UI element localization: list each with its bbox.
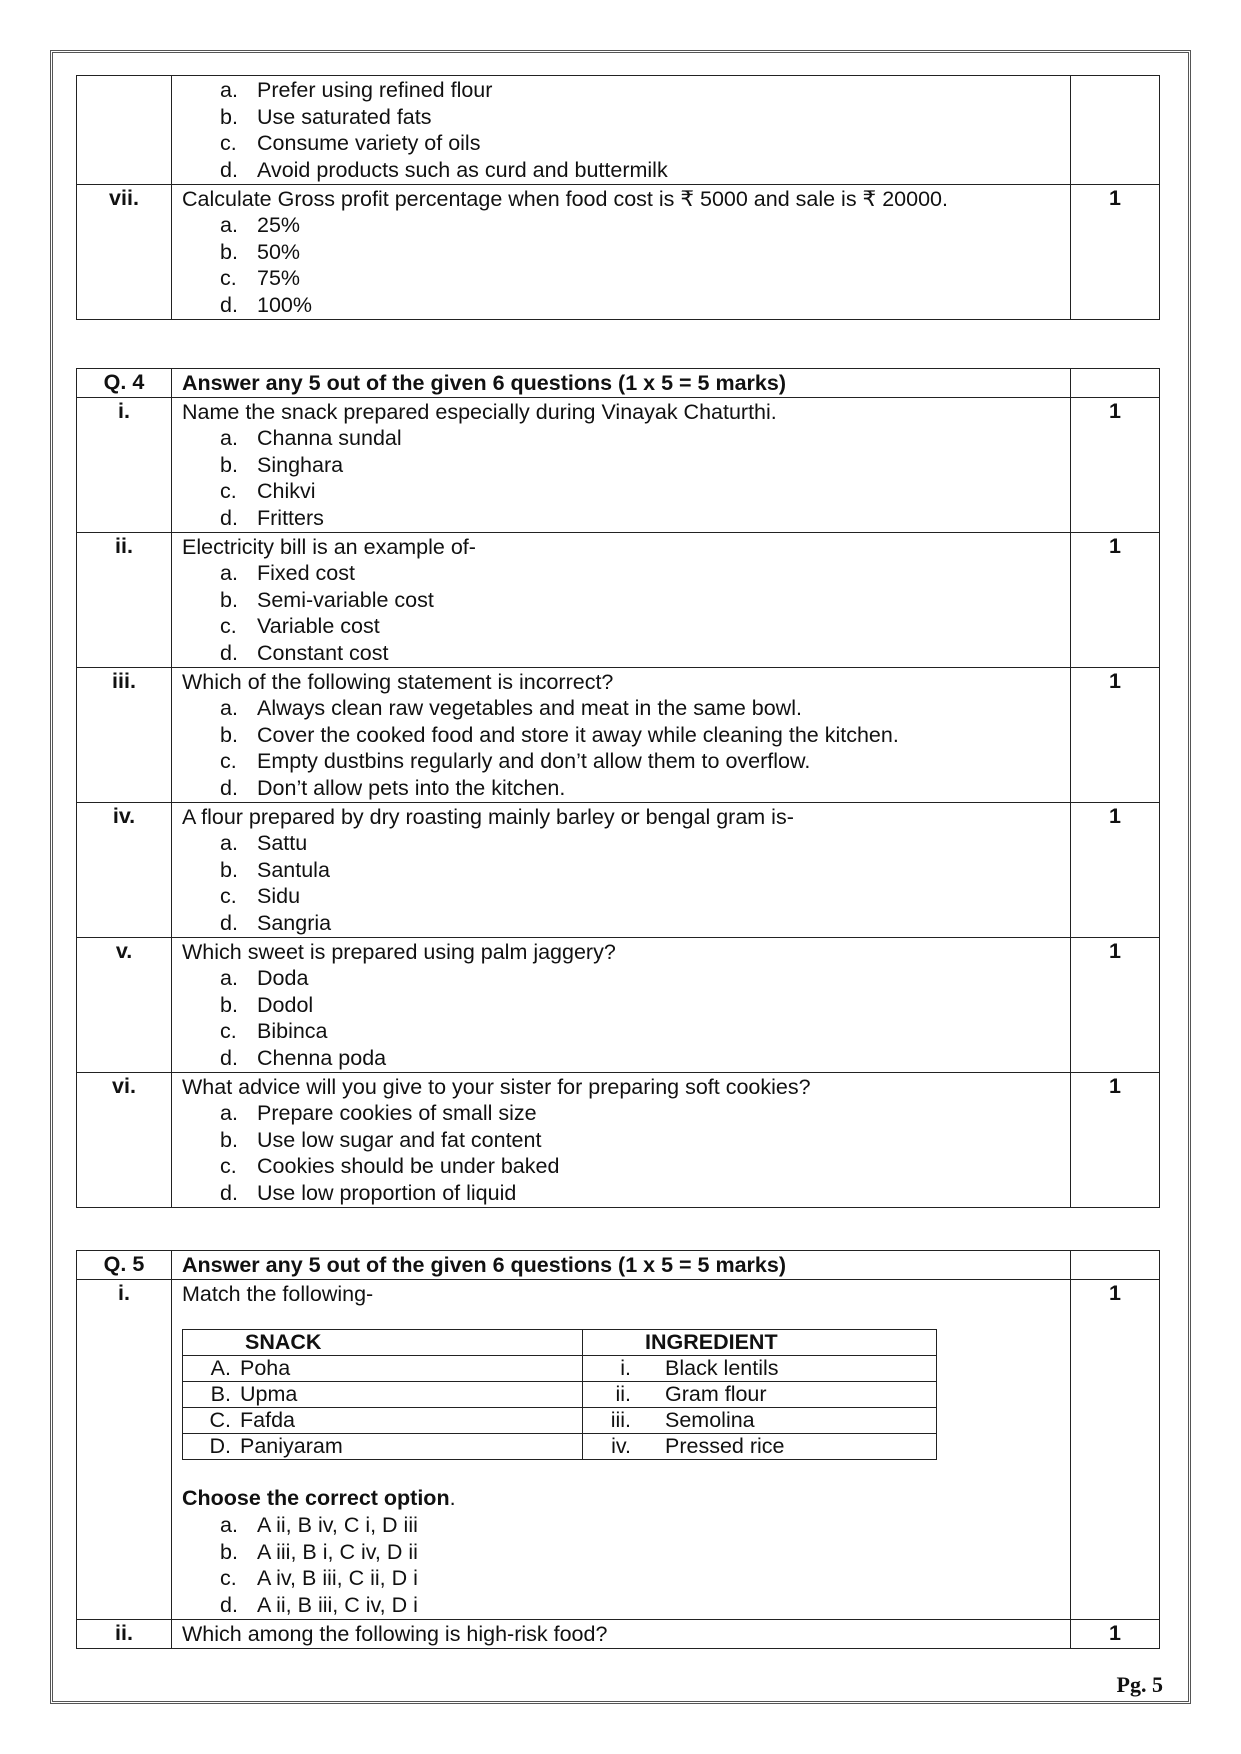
section-header-row [77,1251,1160,1280]
question-number: ii. [77,533,172,668]
choose-instruction: Choose the correct option. [182,1486,456,1510]
option-list [182,1512,1060,1618]
option-b: b. A iii, B i, C iv, D ii [220,1539,418,1564]
match-right-cell: ii. Gram flour [583,1382,937,1408]
option-b: b. Santula [220,857,330,882]
question-table-q3-continued [76,75,1160,320]
option-c: c. A iv, B iii, C ii, D i [220,1566,418,1590]
question-row-i [77,1280,1160,1620]
marks-value: 1 [1071,1280,1160,1620]
section-header-row [77,369,1160,398]
match-right-cell: iv. Pressed rice [583,1434,937,1460]
match-header-ingredient: INGREDIENT [583,1330,937,1356]
option-b: b. Use saturated fats [220,104,432,129]
option-d: d. Constant cost [220,640,389,665]
option-list [182,77,1060,183]
question-body [172,1073,1071,1208]
option-a: a. Prepare cookies of small size [220,1101,537,1125]
option-c: c. Bibinca [220,1019,328,1043]
section-instruction: Answer any 5 out of the given 6 questions (1 x 5 = 5 marks) [172,369,1071,398]
option-b: b. Semi-variable cost [220,587,434,612]
question-body [172,76,1071,185]
marks-value: 1 [1071,185,1160,320]
question-number: i. [77,1280,172,1620]
match-right-cell: iii. Semolina [583,1408,937,1434]
question-row-iii [77,668,1160,803]
match-left-cell: A. Poha [183,1356,583,1382]
option-c: c. Empty dustbins regularly and don’t allow them to overflow. [220,749,811,773]
match-header-row [183,1330,937,1356]
question-number: vii. [77,185,172,320]
match-right-cell: i. Black lentils [583,1356,937,1382]
match-table [182,1329,937,1460]
option-a: a. Fixed cost [220,561,355,585]
option-d: d. Use low proportion of liquid [220,1180,517,1205]
question-text: Electricity bill is an example of- [182,535,476,559]
option-d: d. 100% [220,292,312,317]
match-row [183,1434,937,1460]
option-a: a. 25% [220,213,301,237]
option-a: a. Channa sundal [220,426,402,450]
question-number: vi. [77,1073,172,1208]
option-c: c. Variable cost [220,614,380,638]
question-body [172,1280,1071,1620]
marks-value: 1 [1071,1620,1160,1649]
question-number: iii. [77,668,172,803]
question-text: Calculate Gross profit percentage when food cost is ₹ 5000 and sale is ₹ 20000. [182,187,948,211]
option-d: d. Fritters [220,505,324,530]
match-left-cell: C. Fafda [183,1408,583,1434]
question-row-i [77,398,1160,533]
option-list [182,212,1060,318]
option-d: d. Avoid products such as curd and buttermilk [220,157,668,182]
question-row-iv [77,803,1160,938]
question-body [172,185,1071,320]
match-row [183,1382,937,1408]
option-a: a. Sattu [220,831,308,855]
option-d: d. Chenna poda [220,1045,387,1070]
option-d: d. Sangria [220,910,332,935]
match-left-cell: B. Upma [183,1382,583,1408]
question-row-v [77,938,1160,1073]
question-table-q5 [76,1250,1160,1649]
question-text: Which sweet is prepared using palm jaggery? [182,940,616,964]
question-number: ii. [77,1620,172,1649]
option-a: a. Always clean raw vegetables and meat in the same bowl. [220,696,802,720]
option-b: b. 50% [220,239,301,264]
marks-cell [1071,76,1160,185]
question-number [77,76,172,185]
section-number: Q. 4 [77,369,172,398]
question-row-ii [77,533,1160,668]
marks-value: 1 [1071,938,1160,1073]
marks-value: 1 [1071,803,1160,938]
option-a: a. Doda [220,966,309,990]
option-list [182,425,1060,531]
question-table-q4 [76,368,1160,1208]
page-number: Pg. 5 [1116,1672,1163,1697]
option-list [182,560,1060,666]
option-c: c. Chikvi [220,479,316,503]
question-body [172,533,1071,668]
marks-cell [1071,1251,1160,1280]
option-b: b. Use low sugar and fat content [220,1127,542,1152]
section-number: Q. 5 [77,1251,172,1280]
question-body [172,938,1071,1073]
option-c: c. Sidu [220,884,301,908]
question-text: Match the following- [182,1282,374,1306]
question-row-vii [77,185,1160,320]
marks-value: 1 [1071,398,1160,533]
question-text: A flour prepared by dry roasting mainly barley or bengal gram is- [182,805,794,829]
option-d: d. A ii, B iii, C iv, D i [220,1592,418,1617]
option-list [182,830,1060,936]
option-a: a. A ii, B iv, C i, D iii [220,1513,418,1537]
question-body [172,668,1071,803]
question-text: Name the snack prepared especially during Vinayak Chaturthi. [182,400,777,424]
question-number: i. [77,398,172,533]
option-c: c. Cookies should be under baked [220,1154,560,1178]
question-text: What advice will you give to your sister for preparing soft cookies? [182,1075,811,1099]
marks-value: 1 [1071,533,1160,668]
option-b: b. Cover the cooked food and store it away while cleaning the kitchen. [220,722,899,747]
question-number: v. [77,938,172,1073]
question-body [172,1620,1071,1649]
match-row [183,1356,937,1382]
option-a: a. Prefer using refined flour [220,78,493,102]
question-body [172,398,1071,533]
marks-value: 1 [1071,1073,1160,1208]
option-list [182,1100,1060,1206]
match-header-snack: SNACK [183,1330,583,1356]
match-left-cell: D. Paniyaram [183,1434,583,1460]
marks-value: 1 [1071,668,1160,803]
question-text: Which of the following statement is incorrect? [182,670,614,694]
section-instruction: Answer any 5 out of the given 6 questions (1 x 5 = 5 marks) [172,1251,1071,1280]
question-row-ii [77,1620,1160,1649]
marks-cell [1071,369,1160,398]
option-list [182,965,1060,1071]
question-number: iv. [77,803,172,938]
option-list [182,695,1060,801]
question-row-continued [77,76,1160,185]
option-b: b. Dodol [220,992,314,1017]
option-b: b. Singhara [220,452,344,477]
option-c: c. Consume variety of oils [220,131,481,155]
question-text: Which among the following is high-risk food? [182,1622,608,1646]
option-d: d. Don’t allow pets into the kitchen. [220,775,566,800]
option-c: c. 75% [220,266,301,290]
match-row [183,1408,937,1434]
question-row-vi [77,1073,1160,1208]
question-body [172,803,1071,938]
